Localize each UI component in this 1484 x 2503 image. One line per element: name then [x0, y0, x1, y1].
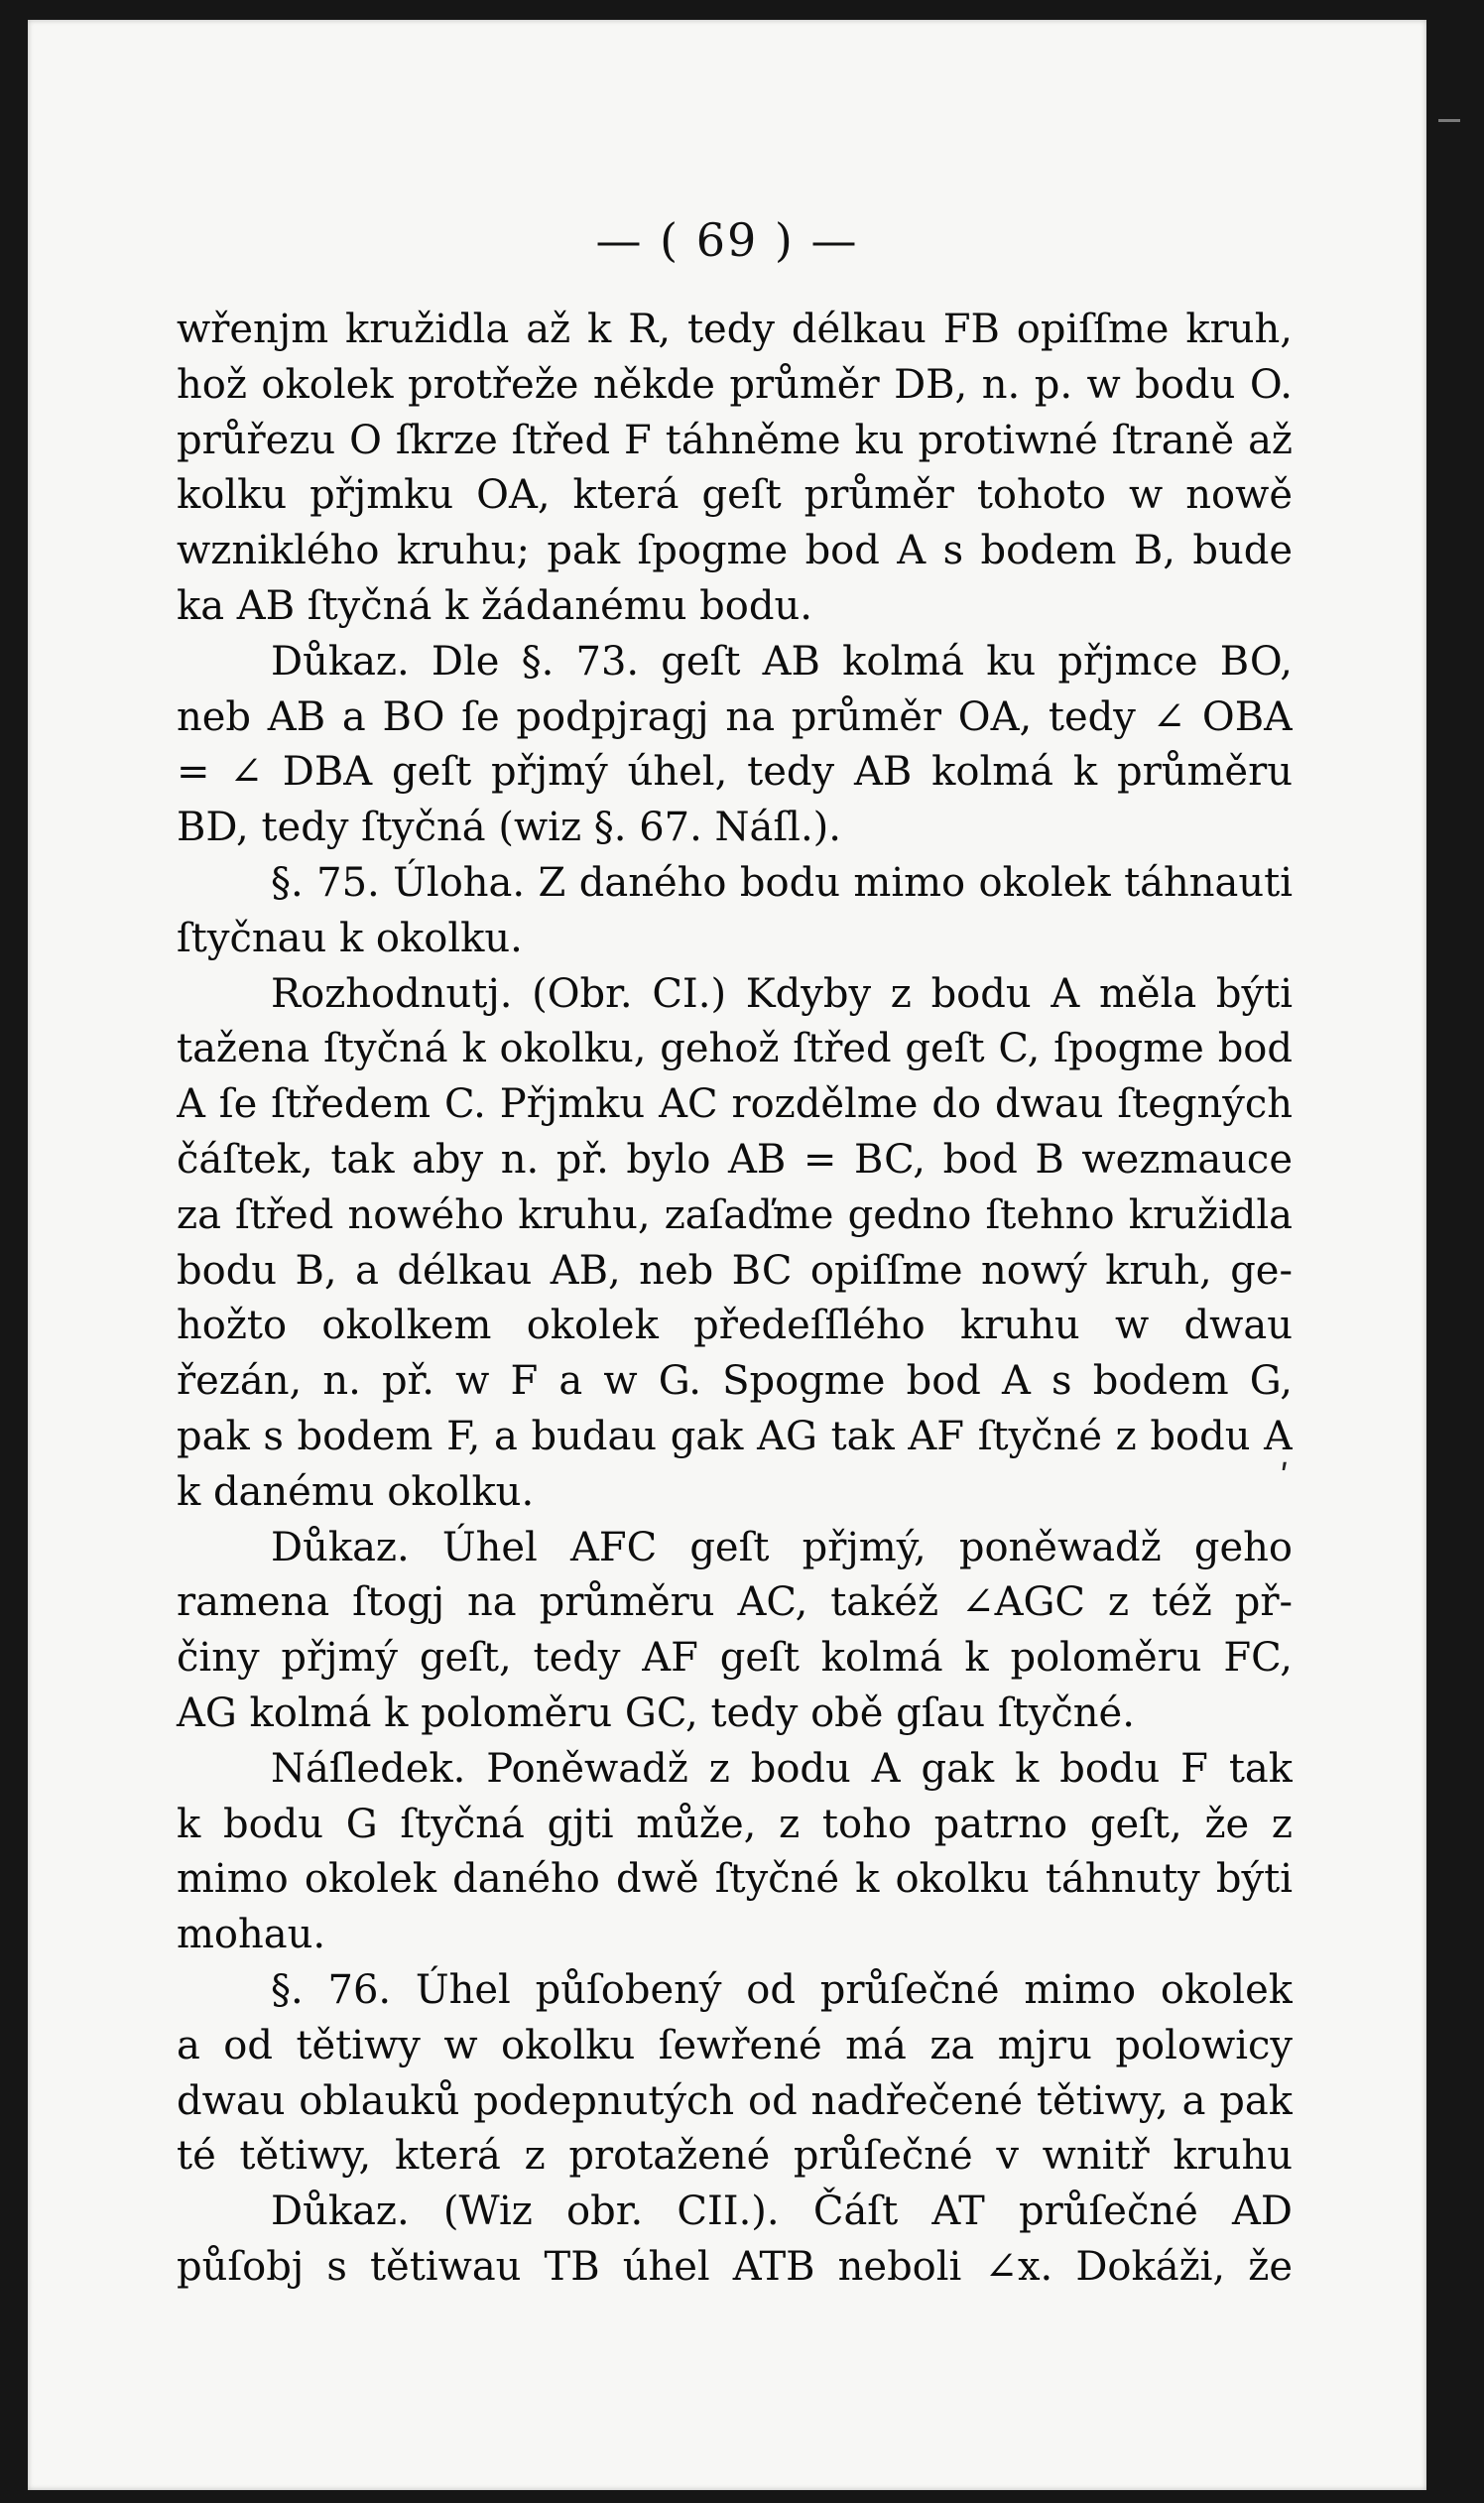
text-line: mohau. [177, 1912, 326, 1958]
text-line: wzniklého kruhu; pak ſpogme bod A s bodem B, bude [177, 528, 1293, 574]
text-line: Náſledek. Poněwadž z bodu A gak k bodu F tak [271, 1745, 1293, 1792]
text-line: dwau oblauků podepnutých od nadřečené tětiwy, a pak [177, 2077, 1293, 2124]
text-line: ſtyčnau k okolku. [177, 915, 523, 961]
text-line: Důkaz. Dle §. 73. geſt AB kolmá ku přjmce BO, [271, 638, 1293, 685]
edge-mark [1438, 119, 1460, 122]
text-line: kolku přjmku OA, která geſt průměr tohoto w nowě [177, 472, 1293, 519]
text-line: pak s bodem F, a budau gak AG tak AF ſtyčné z bodu A [177, 1413, 1293, 1459]
text-line: půſobj s tětiwau TB úhel ATB neboli ∠x. Dokáži, že [177, 2243, 1293, 2290]
text-line: průřezu O ſkrze ſtřed F táhněme ku protiwné ſtraně až [177, 417, 1293, 463]
text-line: §. 75. Úloha. Z daného bodu mimo okolek táhnauti [271, 859, 1293, 906]
text-line: řezán, n. př. w F a w G. Spogme bod A s bodem G, [177, 1358, 1293, 1405]
text-line: a od tětiwy w okolku ſewřené má za mjru polowicy [177, 2022, 1293, 2068]
text-line: tažena ſtyčná k okolku, gehož ſtřed geſt C, ſpogme bod [177, 1026, 1293, 1072]
text-line: té tětiwy, která z protažené průſečné v wnitř kruhu [177, 2133, 1293, 2180]
book-page [28, 20, 1426, 2490]
text-line: hožto okolkem okolek předeſſlého kruhu w dwau [177, 1303, 1293, 1349]
text-line: ka AB ſtyčná k žádanému bodu. [177, 582, 812, 629]
text-line: bodu B, a délkau AB, neb BC opiſſme nowý kruh, ge- [177, 1247, 1293, 1294]
text-line: ramena ſtogj na průměru AC, takéž ∠AGC z též př- [177, 1579, 1293, 1626]
text-line: neb AB a BO ſe podpjragj na průměr OA, tedy ∠ OBA [177, 693, 1293, 740]
text-line: za ſtřed nowého kruhu, zaſaďme gedno ſtehno kružidla [177, 1191, 1293, 1238]
text-line: Důkaz. Úhel AFC geſt přjmý, poněwadž geho [271, 1524, 1293, 1570]
text-line: k danému okolku. [177, 1468, 535, 1515]
text-line: činy přjmý geſt, tedy AF geſt kolmá k poloměru FC, [177, 1635, 1293, 1682]
text-line: k bodu G ſtyčná gjti může, z toho patrno geſt, že z [177, 1801, 1293, 1847]
text-line: čáſtek, tak aby n. př. bylo AB = BC, bod B wezmauce [177, 1136, 1293, 1183]
text-line: BD, tedy ſtyčná (wiz §. 67. Náſl.). [177, 805, 841, 851]
text-line: Rozhodnutj. (Obr. CI.) Kdyby z bodu A měla býti [271, 970, 1293, 1017]
page-body-text [177, 303, 1293, 2296]
text-line: hož okolek protřeže někde průměr DB, n. p. w bodu O. [177, 361, 1293, 408]
text-line: A ſe ſtředem C. Přjmku AC rozdělme do dwau ſtegných [177, 1081, 1293, 1128]
text-line: mimo okolek daného dwě ſtyčné k okolku táhnuty býti [177, 1856, 1293, 1903]
text-line: AG kolmá k poloměru GC, tedy obě gſau ſtyčné. [177, 1690, 1135, 1736]
page-number: — ( 69 ) — [595, 213, 859, 267]
text-line: §. 76. Úhel půſobený od průſečné mimo okolek [271, 1966, 1293, 2013]
text-line: = ∠ DBA geſt přjmý úhel, tedy AB kolmá k průměru [177, 749, 1293, 796]
text-line: wřenjm kružidla až k R, tedy délkau FB opiſſme kruh, [177, 307, 1293, 352]
text-line: Důkaz. (Wiz obr. CII.). Čáſt AT průſečné AD [271, 2189, 1293, 2235]
stray-mark: ʹ [1280, 1458, 1290, 1498]
